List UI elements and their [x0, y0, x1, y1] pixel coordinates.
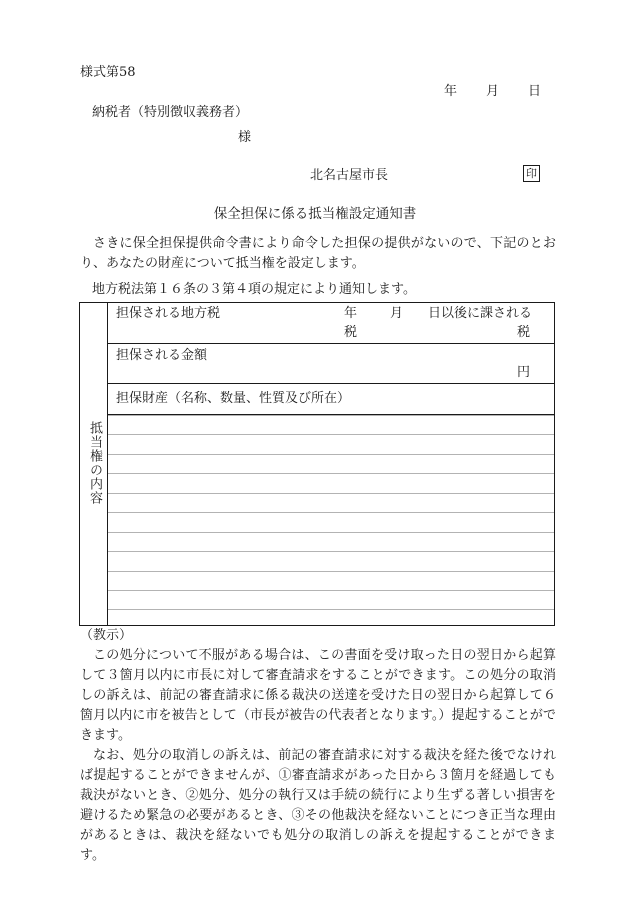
- date-month: 月: [486, 84, 500, 99]
- writing-line: [108, 473, 554, 474]
- notes-section: [80, 646, 556, 866]
- issuer-name: 北名古屋市長: [310, 168, 389, 183]
- amount-row-label: 担保される金額: [116, 348, 208, 363]
- tax-row-tax-mid: 税: [344, 325, 358, 340]
- side-column: [80, 303, 108, 625]
- writing-line: [108, 454, 554, 455]
- addressee-label: 納税者（特別徴収義務者）: [92, 105, 249, 120]
- writing-line: [108, 532, 554, 533]
- tax-row-tax-end: 税: [516, 325, 530, 340]
- lien-details-table: [79, 302, 555, 626]
- date-year: 年: [444, 84, 458, 99]
- tax-row-label: 担保される地方税: [116, 306, 221, 321]
- amount-row: [108, 343, 554, 384]
- writing-line: [108, 571, 554, 572]
- date-day: 日: [528, 84, 542, 99]
- notes-paragraph-2: なお、処分の取消しの訴えは、前記の審査請求に対する裁決を経た後でなければ提起することができませんが、①審査請求があった日から３箇月を経過しても裁決がないとき、②処分、処分の執行又は手続の続行により生ずる著しい損害を避けるため緊急の必要があるとき、③その他裁決を経ないことにつき正当な理由があるときは、裁決を経ないでも処分の取消しの訴えを提起することができます。: [80, 748, 556, 863]
- intro-section: [80, 234, 556, 274]
- form-number: 様式第58: [80, 65, 136, 80]
- writing-line: [108, 415, 554, 416]
- tax-row-month: 月: [390, 306, 404, 321]
- notes-heading: （教示）: [80, 628, 133, 643]
- side-label: 抵当権の内容: [87, 421, 102, 505]
- intro-paragraph: さきに保全担保提供命令書により命令した担保の提供がないので、下記のとおり、あなたの財産について抵当権を設定します。: [80, 236, 556, 271]
- law-notice: 地方税法第１６条の３第４項の規定により通知します。: [92, 282, 416, 297]
- amount-row-unit: 円: [516, 365, 530, 380]
- honorific: 様: [238, 130, 252, 145]
- tax-row-date-suffix: 日以後に課される: [428, 306, 533, 321]
- document-title: 保全担保に係る抵当権設定通知書: [213, 206, 417, 222]
- writing-line: [108, 590, 554, 591]
- property-row-label: 担保財産（名称、数量、性質及び所在）: [116, 391, 351, 406]
- writing-line: [108, 434, 554, 435]
- seal-mark: 印: [523, 165, 540, 182]
- writing-line: [108, 493, 554, 494]
- tax-row: [108, 303, 554, 344]
- writing-line: [108, 609, 554, 610]
- writing-line: [108, 512, 554, 513]
- property-row: [108, 383, 554, 415]
- property-writing-lines: [108, 415, 554, 625]
- date-line: [444, 84, 541, 100]
- notes-paragraph-1: この処分について不服がある場合は、この書面を受け取った日の翌日から起算して３箇月以内に市長に対して審査請求をすることができます。この処分の取消しの訴えは、前記の審査請求に係る裁決の送達を受けた日の翌日から起算して６箇月以内に市を被告として（市長が被告の代表者となります。）提起することができます。: [80, 648, 556, 743]
- writing-line: [108, 551, 554, 552]
- tax-row-year: 年: [344, 306, 358, 321]
